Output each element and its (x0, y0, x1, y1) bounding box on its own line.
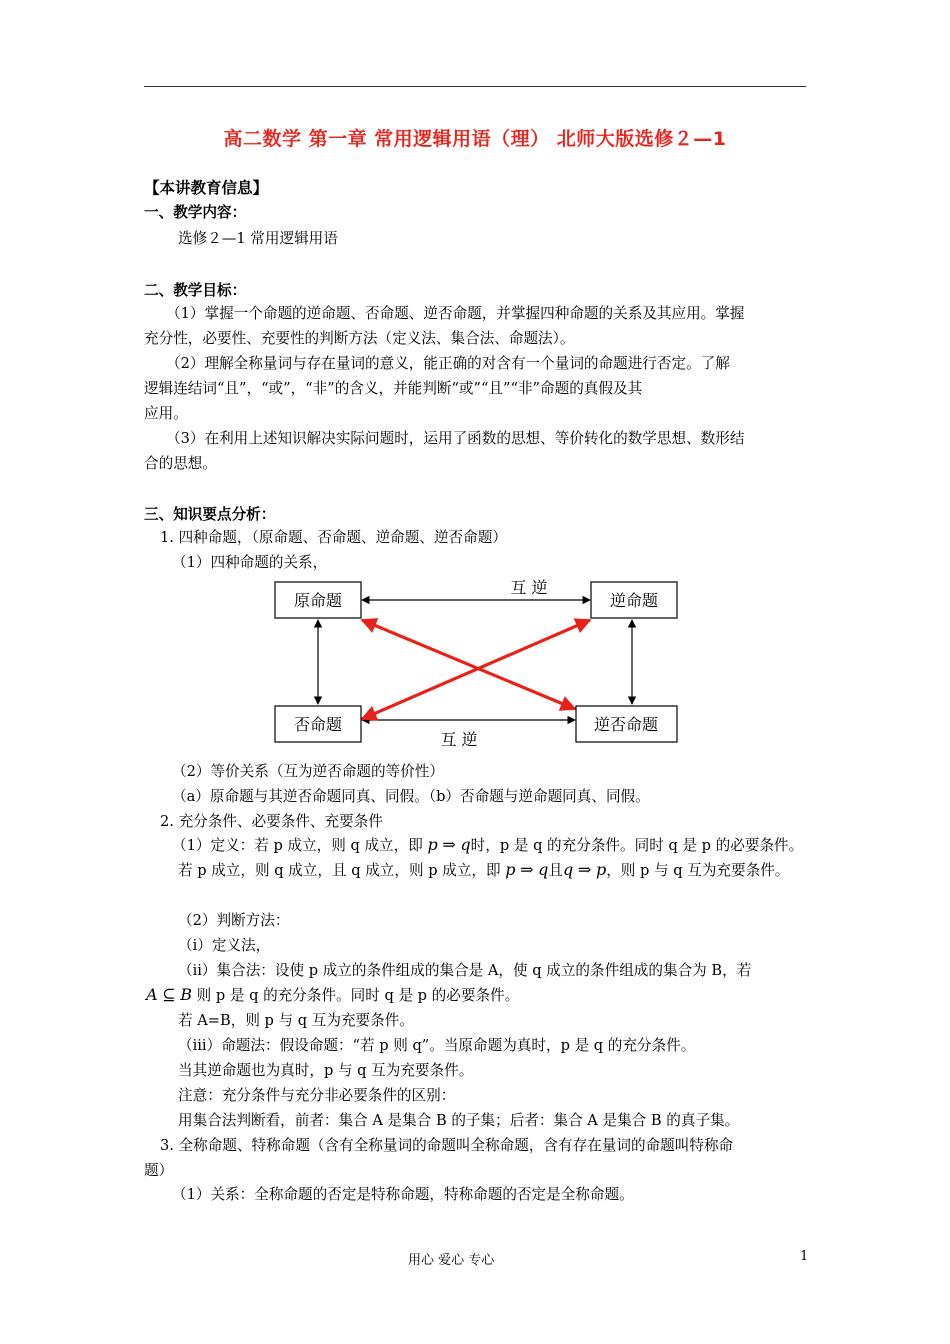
s2-line: （1）掌握一个命题的逆命题、否命题、逆否命题，并掌握四种命题的关系及其应用。掌握 (166, 305, 745, 322)
math-B: B (180, 985, 193, 1004)
def1-text-a: （1）定义：若 p 成立，则 q 成立，即 (172, 837, 423, 854)
item1-sub2: （2）等价关系（互为逆否命题的等价性） (172, 763, 444, 780)
math-p: p (505, 860, 516, 879)
s3-heading: 三、知识要点分析： (144, 506, 276, 523)
label-original: 原命题 (293, 591, 343, 610)
def2-and: 且 (548, 862, 564, 879)
s2-line: 逻辑连结词“且”，“或”，“非”的含义，并能判断“或”“且”“非”命题的真假及其 (144, 380, 643, 397)
label-bottom-mutual: 互 逆 (440, 730, 478, 749)
document-title: 高二数学 第一章 常用逻辑用语（理） 北师大版选修２—1 (223, 128, 727, 150)
judge-heading: （2）判断方法： (178, 912, 290, 929)
set-method-line (146, 985, 519, 1006)
s2-heading: 二、教学目标： (144, 282, 247, 299)
item3-sub1: （1）关系：全称命题的否定是特称命题，特称命题的否定是全称命题。 (172, 1186, 634, 1203)
implies-symbol: ⇒ (577, 860, 592, 879)
item3-cont: 题） (144, 1162, 174, 1179)
math-p: p (427, 835, 438, 854)
def1-text-b: 时，p 是 q 的充分条件。同时 q 是 p 的必要条件。 (470, 837, 804, 854)
subset-symbol: ⊆ (162, 985, 176, 1004)
definition-line-1 (172, 835, 803, 856)
math-q: q (563, 860, 574, 879)
s2-line: （3）在利用上述知识解决实际问题时，运用了函数的思想、等价转化的数学思想、数形结 (166, 430, 745, 447)
diagonal-arrow-original-contrapositive (362, 620, 575, 709)
four-propositions-diagram (270, 575, 690, 755)
label-converse: 逆命题 (609, 591, 659, 610)
judge-line: 当其逆命题也为真时，p 与 q 互为充要条件。 (178, 1062, 474, 1079)
judge-line: （ii）集合法：设使 p 成立的条件组成的集合是 A，使 q 成立的条件组成的集合为 B，若 (178, 962, 752, 979)
label-contrapositive: 逆否命题 (593, 715, 659, 734)
math-A: A (146, 985, 158, 1004)
note-line: 注意：充分条件与充分非必要条件的区别： (178, 1087, 456, 1104)
note-line: 用集合法判断看，前者：集合 A 是集合 B 的子集；后者：集合 A 是集合 B 的真子集。 (178, 1112, 740, 1129)
item1: 1. 四种命题，（原命题、否命题、逆命题、逆否命题） (160, 529, 507, 546)
definition-line-2 (178, 860, 789, 881)
implies-symbol: ⇒ (442, 835, 456, 854)
math-q: q (460, 835, 471, 854)
math-q: q (538, 860, 549, 879)
label-top-mutual: 互 逆 (510, 578, 548, 597)
s1-content: 选修２—1 常用逻辑用语 (178, 230, 338, 247)
item1-sub1: （1）四种命题的关系， (172, 554, 328, 571)
def2-text-b: ，则 p 与 q 互为充要条件。 (606, 862, 790, 879)
judge-line: 若 A=B，则 p 与 q 互为充要条件。 (178, 1012, 414, 1029)
item2: 2. 充分条件、必要条件、充要条件 (160, 813, 383, 830)
implies-symbol: ⇒ (520, 860, 534, 879)
top-rule (144, 86, 806, 87)
item3: 3. 全称命题、特称命题（含有全称量词的命题叫全称命题，含有存在量词的命题叫特称命 (160, 1137, 734, 1154)
s1-heading: 一、教学内容： (144, 204, 247, 221)
item1-sub3: （a）原命题与其逆否命题同真、同假。（b）否命题与逆命题同真、同假。 (172, 788, 650, 805)
page-number: 1 (800, 1249, 809, 1264)
judge-line: （i）定义法， (178, 937, 271, 954)
footer-motto: 用心 爱心 专心 (408, 1253, 495, 1268)
label-inverse: 否命题 (293, 715, 343, 734)
s2-line: 合的思想。 (144, 455, 217, 472)
judge-line: （iii）命题法：假设命题：“若 p 则 q”。当原命题为真时，p 是 q 的充分条件。 (178, 1037, 696, 1054)
s2-line: 充分性，必要性、充要性的判断方法（定义法、集合法、命题法）。 (144, 330, 575, 347)
def2-text-a: 若 p 成立，则 q 成立，且 q 成立，则 p 成立，即 (178, 862, 501, 879)
section-header: 【本讲教育信息】 (144, 179, 269, 197)
math-p: p (595, 860, 607, 879)
judge-text: 则 p 是 q 的充分条件。同时 q 是 p 的必要条件。 (196, 987, 520, 1004)
s2-line: （2）理解全称量词与存在量词的意义，能正确的对含有一个量词的命题进行否定。了解 (166, 355, 730, 372)
s2-line: 应用。 (144, 405, 188, 422)
